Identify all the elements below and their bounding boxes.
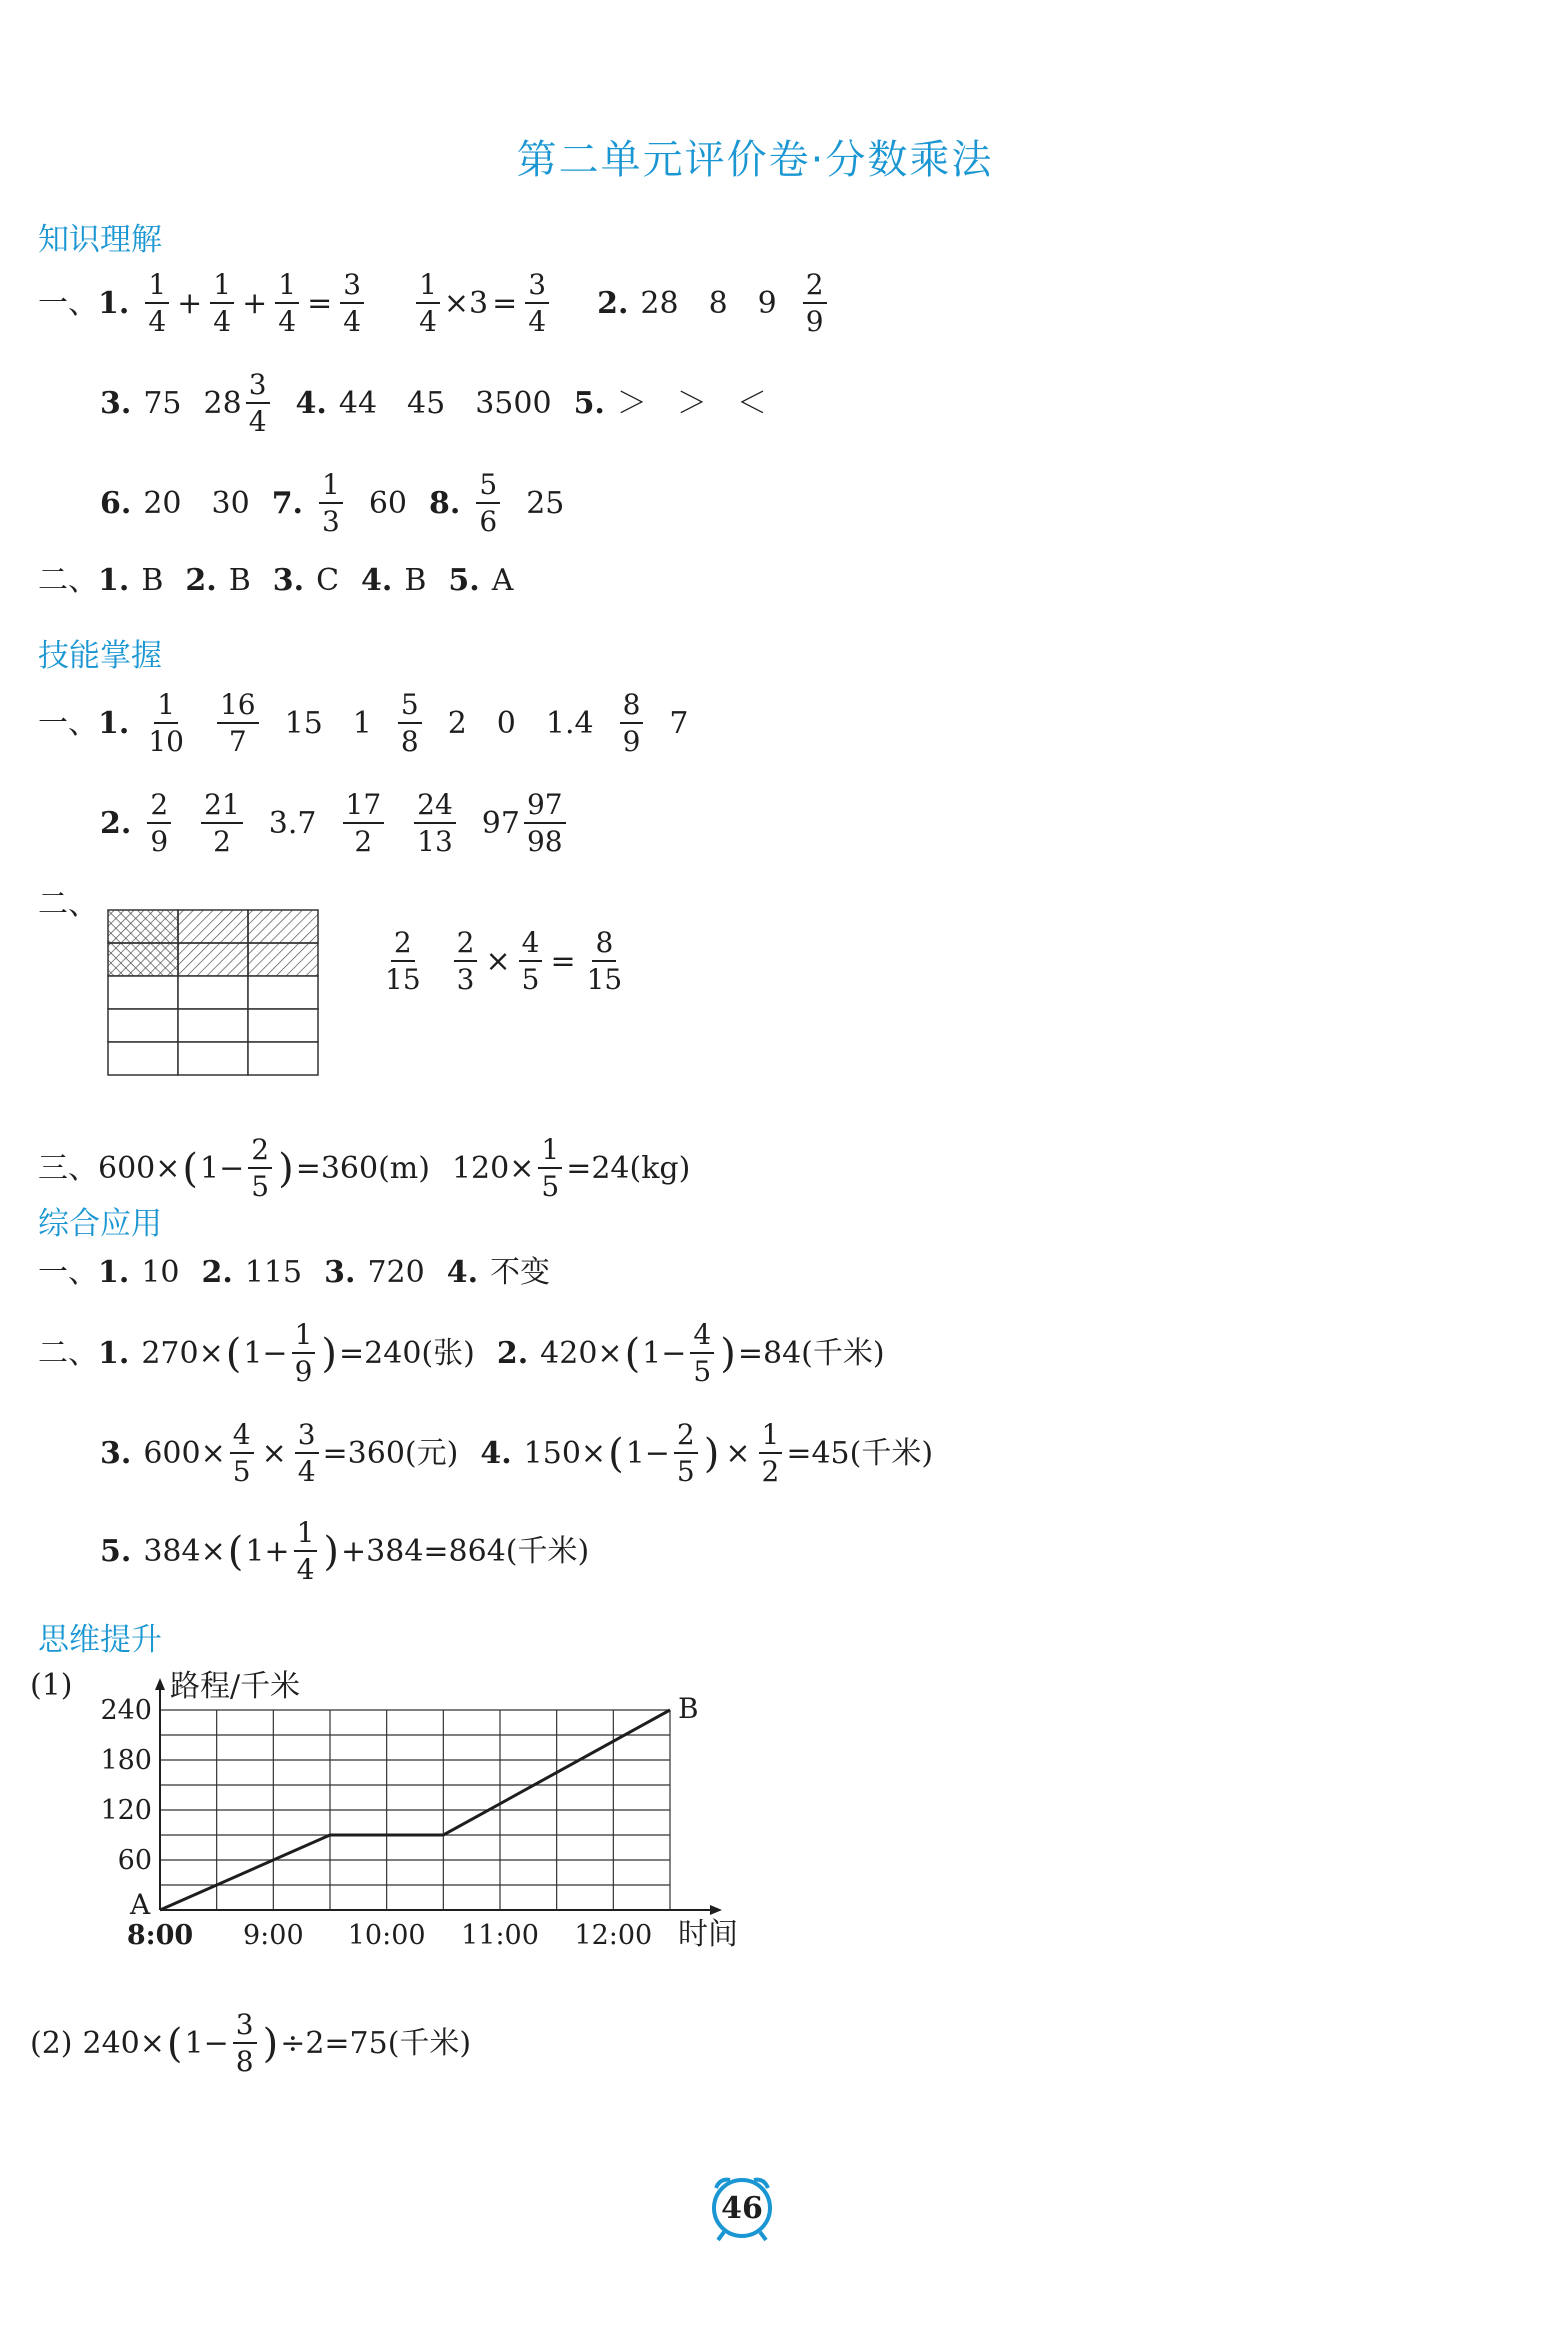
- q-num: 3.: [100, 385, 132, 421]
- lead-yi: 一、: [38, 285, 98, 321]
- answer-row-s3-er3: 3. 600× $\frac{4}{5}$ × $\frac{3}{4}$ =360(元) 4. 150× ( 1− $\frac{2}{5}$ ) × $\frac{1}{2}$ =45(千米): [100, 1418, 934, 1489]
- answer-row-s1-q3: [100, 370, 767, 437]
- grid-cell: [248, 1042, 318, 1075]
- expr-part: 270×: [141, 1335, 224, 1371]
- mixed-number: 97 97 98: [482, 790, 570, 857]
- grid-cell: [178, 1009, 248, 1042]
- expr-part: =24(kg): [566, 1150, 691, 1186]
- answer-row-s1-q1: [38, 270, 831, 337]
- start-point-label: A: [130, 1888, 151, 1921]
- times-sign: ×: [485, 943, 511, 979]
- grid-cell: [178, 976, 248, 1009]
- section-heading-knowledge: 知识理解: [38, 222, 162, 258]
- answer-row-s2-san: 三、 600× ( 1− $\frac{2}{5}$ ) =360(m) 120× $\frac{1}{5}$ =24(kg): [38, 1133, 691, 1204]
- answer-values: 28 8 9: [640, 285, 777, 321]
- q-num: 4.: [480, 1435, 512, 1471]
- expr-part: =45(千米): [786, 1435, 934, 1471]
- expr-part: 384×: [143, 1533, 226, 1569]
- answer-value: 不变: [490, 1255, 551, 1290]
- expr-part: +384=864(千米): [341, 1533, 590, 1569]
- fraction: 5 6: [476, 470, 500, 537]
- expr-part: 1−: [200, 1150, 245, 1186]
- fraction: $\frac{3}{8}$: [233, 2010, 257, 2077]
- answer-values: 15 1: [284, 705, 372, 741]
- q-num: 2.: [201, 1255, 233, 1290]
- plus-sign: +: [177, 285, 203, 321]
- expr-part: 1+: [245, 1533, 290, 1569]
- fraction: $\frac{8}{15}$: [586, 926, 623, 997]
- fraction: $\frac{1}{4}$: [416, 270, 440, 337]
- answer-values: ＞ ＞ ＜: [616, 385, 767, 421]
- page-number: 46: [721, 2191, 763, 2226]
- expr-part: 420×: [540, 1335, 623, 1371]
- fraction: 16 7: [217, 690, 259, 757]
- expr-part: ÷2=75(千米): [280, 2025, 472, 2061]
- y-axis-label: 路程/千米: [170, 1669, 301, 1704]
- answer-row-s2-er-expr: [378, 928, 629, 995]
- grid-cell: [108, 976, 178, 1009]
- answer-values: 44 45 3500: [338, 385, 552, 421]
- fraction: 21 2: [201, 790, 243, 857]
- lead-san: 三、: [38, 1150, 98, 1186]
- q-num: 5.: [573, 385, 605, 421]
- fraction: $\frac{2}{5}$: [674, 1420, 698, 1487]
- fraction: 17 2: [343, 790, 385, 857]
- q-num: 5.: [100, 1533, 132, 1569]
- q-num: 2.: [185, 563, 217, 598]
- page-number-badge: [706, 2170, 778, 2242]
- y-tick-label: 120: [100, 1795, 152, 1826]
- y-axis-arrow-icon: [155, 1678, 165, 1690]
- part-label-1: (1): [30, 1668, 73, 1703]
- expr-part: =84(千米): [737, 1335, 885, 1371]
- grid-cell: [108, 1042, 178, 1075]
- expr-part: =240(张): [339, 1335, 475, 1371]
- grid-cell: [248, 943, 318, 976]
- grid-cell: [248, 976, 318, 1009]
- fraction: $\frac{4}{5}$: [519, 928, 543, 995]
- x-tick-label: 12:00: [574, 1920, 653, 1951]
- choice-answer: B: [404, 563, 427, 598]
- answer-values: 2 0 1.4: [447, 705, 594, 741]
- q-num: 4.: [361, 563, 393, 598]
- x-tick-label: 11:00: [461, 1920, 539, 1951]
- expr-part: 1−: [642, 1335, 687, 1371]
- q-num: 1.: [98, 1335, 130, 1371]
- expr-part: 1−: [243, 1335, 288, 1371]
- answer-row-s2-er: [38, 887, 98, 922]
- shaded-grid-diagram: [106, 908, 320, 1076]
- answer-value: 720: [367, 1255, 425, 1290]
- fraction: 1 4: [145, 270, 169, 337]
- fraction: $\frac{2}{3}$: [454, 928, 478, 995]
- q-num: 1.: [98, 1255, 130, 1290]
- distance-time-chart: [80, 1660, 770, 1960]
- fraction: 2 9: [147, 790, 171, 857]
- equals-sign: =: [307, 285, 333, 321]
- lead-er: 二、: [38, 563, 98, 598]
- part-label-2: (2): [30, 2025, 73, 2061]
- fraction: 1 10: [148, 688, 184, 759]
- expr-part: =360(元): [322, 1435, 459, 1471]
- x-tick-label: 9:00: [243, 1920, 304, 1951]
- fraction: $\frac{1}{4}$: [275, 270, 299, 337]
- fraction: $\frac{4}{5}$: [230, 1420, 254, 1487]
- answer-value: 115: [244, 1255, 303, 1290]
- q-num: 5.: [448, 563, 480, 598]
- lead-er: 二、: [38, 1335, 98, 1371]
- q-num: 3.: [272, 563, 305, 598]
- section-heading-thinking: 思维提升: [38, 1622, 162, 1658]
- answer-value: 3.7: [268, 805, 317, 841]
- section-heading-skills: 技能掌握: [38, 638, 162, 674]
- q-num: 1.: [98, 705, 130, 741]
- section-heading-application: 综合应用: [38, 1206, 162, 1242]
- q-num: 6.: [100, 485, 132, 521]
- grid-cell: [178, 943, 248, 976]
- mixed-number: 28 3 4: [204, 370, 274, 437]
- lead-yi: 一、: [38, 1255, 98, 1290]
- q-num: 4.: [295, 385, 327, 421]
- q-num: 2.: [100, 805, 132, 841]
- expr-part: 120×: [451, 1150, 535, 1186]
- page-title: 第二单元评价卷·分数乘法: [516, 137, 994, 183]
- times-three: ×3: [443, 285, 489, 321]
- x-axis-label: 时间: [678, 1917, 738, 1952]
- answer-values: 20 30: [143, 485, 250, 521]
- q-num: 2.: [496, 1335, 529, 1371]
- y-tick-label: 180: [100, 1745, 152, 1776]
- fraction: $\frac{2}{5}$: [248, 1135, 272, 1202]
- fraction: 24 13: [414, 790, 456, 857]
- equals-sign: =: [550, 943, 576, 979]
- q-num: 8.: [429, 485, 461, 521]
- answer-row-s1-choice: [38, 563, 514, 598]
- q-num: 3.: [100, 1435, 132, 1471]
- answer-value: 25: [526, 485, 565, 521]
- fraction: 2 15: [385, 926, 421, 997]
- grid-cell: [178, 1042, 248, 1075]
- fraction: $\frac{3}{4}$: [525, 270, 549, 337]
- answer-value: 10: [141, 1255, 180, 1290]
- grid-cell: [108, 943, 178, 976]
- fraction: $\frac{3}{4}$: [295, 1420, 319, 1487]
- lead-yi: 一、: [38, 705, 98, 741]
- choice-answer: C: [316, 563, 340, 598]
- fraction: $\frac{1}{4}$: [210, 270, 234, 337]
- fraction: 2 9: [803, 270, 827, 337]
- answer-row-s4-part2: (2) 240× ( 1− $\frac{3}{8}$ ) ÷2=75(千米): [30, 2008, 472, 2079]
- grid-cell: [178, 910, 248, 943]
- times-sign: ×: [261, 1435, 287, 1471]
- answer-value: 7: [669, 705, 689, 741]
- y-tick-label: 240: [100, 1695, 152, 1726]
- q-num: 2.: [597, 285, 629, 321]
- choice-answer: B: [141, 563, 164, 598]
- answer-row-s1-q6: [100, 470, 564, 537]
- x-tick-label: 8:00: [126, 1920, 194, 1951]
- answer-row-s3-er1: 二、 1. 270× ( 1− $\frac{1}{9}$ ) =240(张) 2. 420× ( 1− $\frac{4}{5}$ ) =84(千米): [38, 1318, 885, 1389]
- fraction: 5 8: [398, 690, 422, 757]
- grid-cell: [248, 910, 318, 943]
- fraction: $\frac{1}{5}$: [538, 1135, 562, 1202]
- expr-part: 150×: [523, 1435, 607, 1471]
- x-axis-arrow-icon: [710, 1905, 722, 1915]
- answer-row-s2-r2: [100, 790, 570, 857]
- q-num: 1.: [98, 563, 130, 598]
- q-num: 7.: [271, 485, 304, 521]
- end-point-label: B: [678, 1692, 699, 1725]
- times-sign: ×: [725, 1435, 751, 1471]
- expr-part: 1−: [184, 2025, 229, 2061]
- answer-row-s3-er5: 5. 384× ( 1+ $\frac{1}{4}$ ) +384=864(千米): [100, 1516, 590, 1587]
- grid-cell: [108, 1009, 178, 1042]
- answer-row-s2-r1: [38, 690, 689, 757]
- answer-value: 60: [368, 485, 408, 521]
- x-tick-label: 10:00: [347, 1920, 426, 1951]
- fraction: $\frac{1}{2}$: [759, 1420, 783, 1487]
- expr-part: =360(m): [295, 1150, 430, 1186]
- plus-sign: +: [242, 285, 268, 321]
- fraction: $\frac{4}{5}$: [690, 1320, 714, 1387]
- answer-value: 75: [143, 385, 182, 421]
- fraction: $\frac{3}{4}$: [340, 270, 364, 337]
- fraction: $\frac{1}{9}$: [292, 1320, 316, 1387]
- expr-part: 240×: [82, 2025, 165, 2061]
- expr-part: 600×: [98, 1150, 181, 1186]
- fraction: 8 9: [620, 690, 644, 757]
- expr-part: 1−: [625, 1435, 670, 1471]
- choice-answer: B: [228, 563, 251, 598]
- grid-cell: [248, 1009, 318, 1042]
- q-num: 1.: [98, 285, 130, 321]
- choice-answer: A: [491, 563, 514, 598]
- q-num: 4.: [446, 1255, 479, 1290]
- expr-part: 600×: [143, 1435, 226, 1471]
- equals-sign: =: [492, 285, 518, 321]
- fraction: 1 3: [319, 470, 343, 537]
- q-num: 3.: [324, 1255, 356, 1290]
- lead-er: 二、: [38, 887, 98, 922]
- fraction: $\frac{1}{4}$: [294, 1518, 318, 1585]
- answer-row-s3-yi: [38, 1255, 551, 1290]
- grid-cell: [108, 910, 178, 943]
- y-tick-label: 60: [117, 1845, 152, 1876]
